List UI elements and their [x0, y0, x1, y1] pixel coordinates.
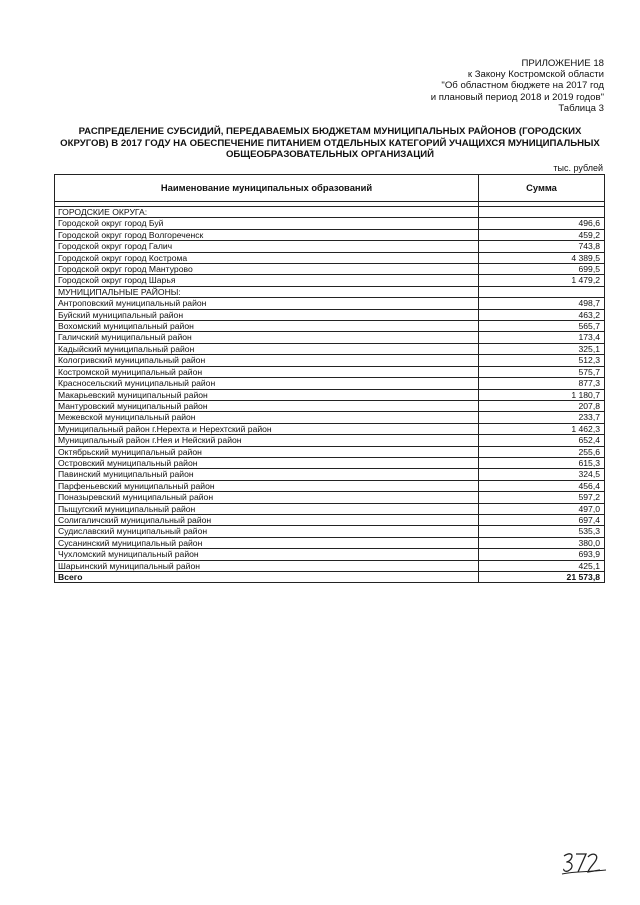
subsidy-amount: 693,9 [479, 549, 605, 560]
municipality-name: Островский муниципальный район [55, 457, 479, 468]
subsidy-amount [479, 286, 605, 297]
table-row [55, 229, 605, 240]
municipality-name: Октябрьский муниципальный район [55, 446, 479, 457]
subsidy-amount: 325,1 [479, 343, 605, 354]
municipality-name: Костромской муниципальный район [55, 366, 479, 377]
subsidy-amount: 233,7 [479, 412, 605, 423]
municipality-name: Пыщугский муниципальный район [55, 503, 479, 514]
subsidy-amount: 173,4 [479, 332, 605, 343]
column-header-name: Наименование муниципальных образований [55, 175, 479, 202]
document-title [60, 126, 600, 161]
appendix-law-ref: к Закону Костромской области [467, 69, 604, 81]
table-row [55, 423, 605, 434]
municipality-name: Муниципальный район г.Нерехта и Нерехтский район [55, 423, 479, 434]
municipality-name: Кологривский муниципальный район [55, 355, 479, 366]
table-row [55, 492, 605, 503]
municipality-name: Солигаличский муниципальный район [55, 514, 479, 525]
subsidy-amount: 425,1 [479, 560, 605, 571]
table-total-row [55, 572, 605, 583]
municipality-name: МУНИЦИПАЛЬНЫЕ РАЙОНЫ: [55, 286, 479, 297]
appendix-law-title: "Об областном бюджете на 2017 год [441, 80, 604, 92]
municipality-name: Чухломский муниципальный район [55, 549, 479, 560]
table-row [55, 332, 605, 343]
table-row [55, 560, 605, 571]
subsidy-amount: 575,7 [479, 366, 605, 377]
subsidy-amount: 877,3 [479, 378, 605, 389]
table-row [55, 549, 605, 560]
subsidy-amount: 615,3 [479, 457, 605, 468]
table-row [55, 400, 605, 411]
appendix-period: и плановый период 2018 и 2019 годов" [430, 91, 604, 103]
table-row [55, 378, 605, 389]
table-row [55, 298, 605, 309]
subsidy-amount [479, 207, 605, 218]
subsidy-amount: 1 462,3 [479, 423, 605, 434]
municipality-name: Городской округ город Галич [55, 241, 479, 252]
subsidy-amount: 498,7 [479, 298, 605, 309]
subsidy-amount: 1 479,2 [479, 275, 605, 286]
table-row [55, 537, 605, 548]
municipality-name: Макарьевский муниципальный район [55, 389, 479, 400]
municipality-name: Городской округ город Мантурово [55, 264, 479, 275]
municipality-name: Городской округ город Буй [55, 218, 479, 229]
municipality-name: Межевской муниципальный район [55, 412, 479, 423]
subsidy-amount: 463,2 [479, 309, 605, 320]
subsidy-amount: 380,0 [479, 537, 605, 548]
municipality-name: Красносельский муниципальный район [55, 378, 479, 389]
table-row [55, 321, 605, 332]
municipality-name: Буйский муниципальный район [55, 309, 479, 320]
table-row [55, 446, 605, 457]
municipality-name: Судиславский муниципальный район [55, 526, 479, 537]
municipality-name: Антроповский муниципальный район [55, 298, 479, 309]
municipality-name: Мантуровский муниципальный район [55, 400, 479, 411]
municipality-name: Кадыйский муниципальный район [55, 343, 479, 354]
municipality-name: Вохомский муниципальный район [55, 321, 479, 332]
table-row [55, 309, 605, 320]
municipality-name: Сусанинский муниципальный район [55, 537, 479, 548]
column-header-sum: Сумма [479, 175, 605, 202]
table-row [55, 435, 605, 446]
total-value: 21 573,8 [479, 572, 605, 583]
table-row [55, 514, 605, 525]
table-row [55, 343, 605, 354]
subsidy-amount: 512,3 [479, 355, 605, 366]
municipality-name: Поназыревский муниципальный район [55, 492, 479, 503]
subsidy-amount: 4 389,5 [479, 252, 605, 263]
subsidy-amount: 497,0 [479, 503, 605, 514]
table-row [55, 389, 605, 400]
table-row [55, 286, 605, 297]
table-row [55, 218, 605, 229]
table-row [55, 264, 605, 275]
subsidy-amount: 456,4 [479, 480, 605, 491]
table-row [55, 366, 605, 377]
municipality-name: Муниципальный район г.Нея и Нейский район [55, 435, 479, 446]
municipality-name: Галичский муниципальный район [55, 332, 479, 343]
table-row [55, 503, 605, 514]
subsidy-amount: 565,7 [479, 321, 605, 332]
subsidy-amount: 699,5 [479, 264, 605, 275]
subsidy-amount: 255,6 [479, 446, 605, 457]
subsidy-amount: 743,8 [479, 241, 605, 252]
total-label: Всего [55, 572, 479, 583]
municipality-name: Городской округ город Кострома [55, 252, 479, 263]
table-row [55, 241, 605, 252]
appendix-table-number: Таблица 3 [558, 102, 604, 114]
table-row [55, 526, 605, 537]
subsidy-amount: 207,8 [479, 400, 605, 411]
title-line-1: РАСПРЕДЕЛЕНИЕ СУБСИДИЙ, ПЕРЕДАВАЕМЫХ БЮДЖЕТАМ МУНИЦИПАЛЬНЫХ РАЙОНОВ (ГОРОДСКИХ [78, 126, 582, 137]
table-header-row [55, 175, 605, 202]
table-row [55, 355, 605, 366]
municipality-name: Городской округ город Волгореченск [55, 229, 479, 240]
municipality-name: Павинский муниципальный район [55, 469, 479, 480]
table-row [55, 412, 605, 423]
title-line-2: ОКРУГОВ) В 2017 ГОДУ НА ОБЕСПЕЧЕНИЕ ПИТАНИЕМ ОТДЕЛЬНЫХ КАТЕГОРИЙ УЧАЩИХСЯ МУНИЦИПАЛЬНЫХ [60, 137, 600, 149]
table-row [55, 252, 605, 263]
subsidy-amount: 496,6 [479, 218, 605, 229]
municipality-name: ГОРОДСКИЕ ОКРУГА: [55, 207, 479, 218]
municipality-name: Городской округ город Шарья [55, 275, 479, 286]
subsidy-amount: 697,4 [479, 514, 605, 525]
municipality-name: Шарьинский муниципальный район [55, 560, 479, 571]
subsidy-table [54, 174, 605, 583]
subsidy-amount: 652,4 [479, 435, 605, 446]
table-row [55, 207, 605, 218]
table-row [55, 457, 605, 468]
table-row [55, 480, 605, 491]
appendix-header [431, 58, 604, 114]
subsidy-amount: 1 180,7 [479, 389, 605, 400]
municipality-name: Парфеньевский муниципальный район [55, 480, 479, 491]
subsidy-amount: 459,2 [479, 229, 605, 240]
table-row [55, 275, 605, 286]
title-line-3: ОБЩЕОБРАЗОВАТЕЛЬНЫХ ОРГАНИЗАЦИЙ [225, 149, 435, 160]
subsidy-amount: 535,3 [479, 526, 605, 537]
appendix-number: ПРИЛОЖЕНИЕ 18 [521, 58, 604, 69]
subsidy-amount: 324,5 [479, 469, 605, 480]
handwritten-page-number [560, 848, 608, 876]
table-body [55, 202, 605, 572]
table-row [55, 469, 605, 480]
units-label: тыс. рублей [553, 163, 603, 173]
subsidy-amount: 597,2 [479, 492, 605, 503]
